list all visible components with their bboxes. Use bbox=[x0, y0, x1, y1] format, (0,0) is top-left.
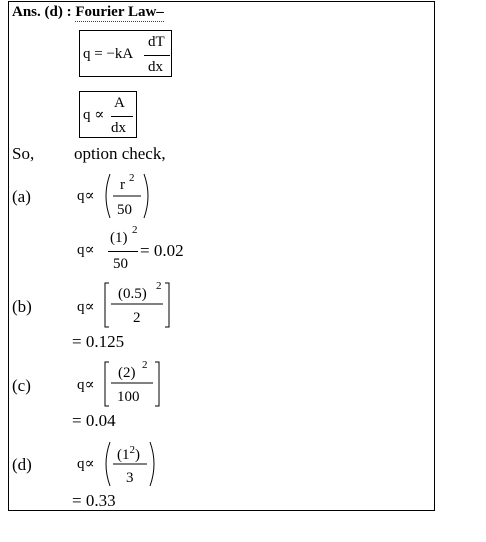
fraction-bar bbox=[108, 251, 138, 252]
fourier-law-title: Fourier Law– bbox=[75, 4, 164, 20]
fraction-bar bbox=[111, 116, 133, 117]
formula-numerator: A bbox=[114, 95, 125, 111]
option-a-step-denominator: 50 bbox=[113, 256, 128, 272]
formula-denominator: dx bbox=[111, 120, 126, 136]
option-d-exponent: 2 bbox=[129, 444, 135, 456]
option-b-exponent: 2 bbox=[156, 280, 162, 292]
option-b-numerator: (0.5) bbox=[118, 286, 147, 302]
option-d-result: = 0.33 bbox=[72, 491, 116, 510]
option-check-text: option check, bbox=[74, 144, 166, 163]
option-c-numerator: (2) bbox=[118, 365, 136, 381]
option-b-denominator: 2 bbox=[133, 310, 141, 326]
option-a-proportional: q∝ bbox=[77, 188, 95, 204]
answer-heading bbox=[12, 5, 164, 20]
option-b-proportional: q∝ bbox=[77, 299, 95, 315]
option-a-exponent: 2 bbox=[129, 172, 135, 184]
option-d-numerator: $(1^2)$ bbox=[117, 444, 140, 463]
formula-lhs: q ∝ bbox=[83, 107, 105, 123]
option-b-result: = 0.125 bbox=[72, 332, 125, 351]
answer-card bbox=[8, 1, 435, 511]
option-a-step-exponent: 2 bbox=[132, 224, 138, 236]
option-c-exponent: 2 bbox=[142, 359, 148, 371]
formula-denominator: dx bbox=[148, 59, 163, 75]
formula-numerator: dT bbox=[148, 34, 165, 50]
option-label-a: (a) bbox=[12, 187, 31, 206]
fourier-law-formula bbox=[79, 30, 172, 77]
option-label-b: (b) bbox=[12, 297, 32, 316]
answer-prefix: Ans. (d) : bbox=[12, 4, 76, 20]
option-label-c: (c) bbox=[12, 376, 31, 395]
option-a-step-proportional: q∝ bbox=[77, 242, 95, 258]
option-a-numerator: r bbox=[120, 177, 125, 193]
option-a-denominator: 50 bbox=[117, 202, 132, 218]
option-c-denominator: 100 bbox=[117, 389, 140, 405]
fraction-bar bbox=[144, 55, 170, 56]
option-c-result: = 0.04 bbox=[72, 411, 116, 430]
option-d-denominator: 3 bbox=[126, 470, 134, 486]
option-label-d: (d) bbox=[12, 455, 32, 474]
so-label: So, bbox=[12, 144, 35, 163]
option-a-step-result: = 0.02 bbox=[140, 241, 184, 260]
formula-lhs: q = −kA bbox=[83, 46, 134, 62]
option-a-step-numerator: (1) bbox=[110, 230, 128, 246]
proportionality-formula bbox=[79, 91, 137, 138]
option-c-proportional: q∝ bbox=[77, 377, 95, 393]
option-d-proportional: q∝ bbox=[77, 456, 95, 472]
